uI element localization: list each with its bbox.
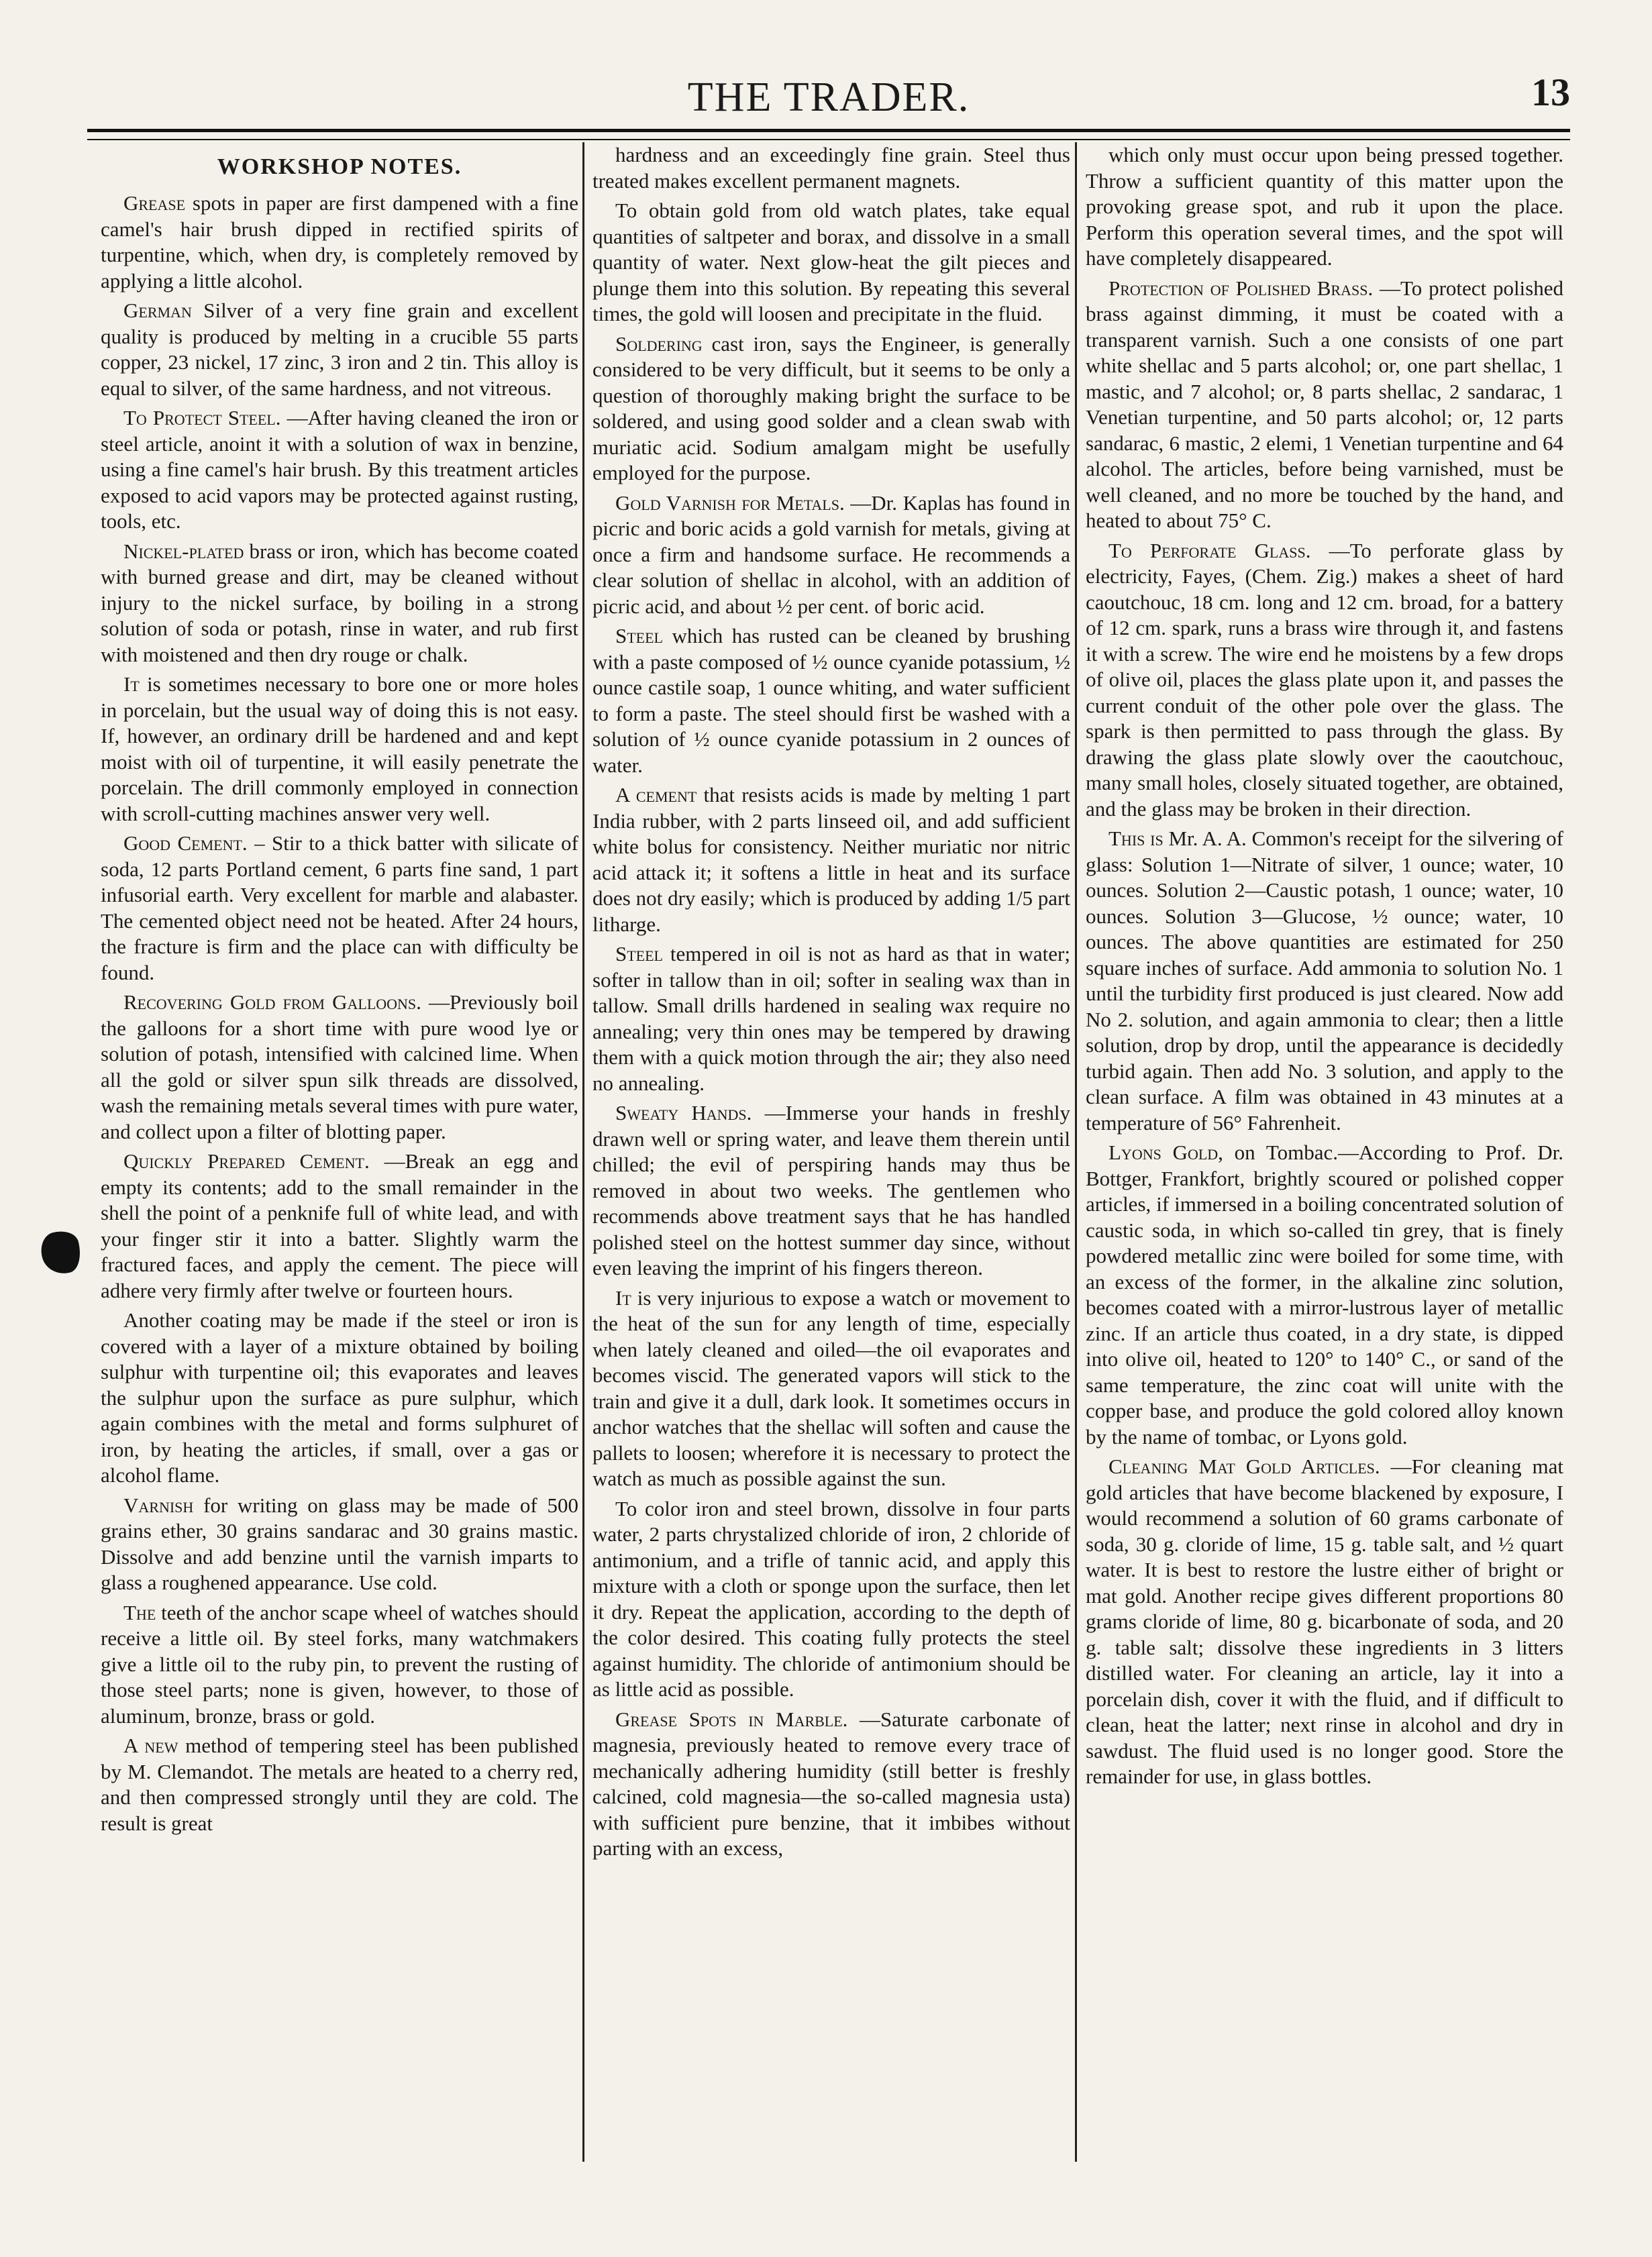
column-2 — [592, 142, 1070, 2168]
paragraph-text: for writing on glass may be made of 500 grains ether, 30 grains sandarac and 30 grains mastic. Dissolve and add benzine until the varnish imparts to glass a roughened appearance. Use cold. — [101, 1493, 578, 1594]
paragraph-lead: Grease Spots in Marble. — [615, 1707, 848, 1731]
paragraph-lead: It — [615, 1285, 631, 1310]
paragraph-text: which only must occur upon being pressed together. Throw a sufficient quantity of this matter upon the provoking grease spot, and rub it upon the place. Perform this operation several times, and the spot will have completely disappeared. — [1086, 143, 1563, 270]
article-paragraph — [592, 1100, 1070, 1281]
paragraph-text: To color iron and steel brown, dissolve in four parts water, 2 parts chrystalized chloride of iron, 2 chloride of antimonium, and a trifle of tannic acid, and apply this mixture with a cloth or sponge upon the surface, then let it dry. Repeat the application, according to the depth of the color desired. This coating fully protects the steel against humidity. The chloride of antimonium should be as little acid as possible. — [592, 1496, 1070, 1701]
paragraph-text: cast iron, says the Engineer, is generally considered to be very difficult, but it seems to be only a question of thoroughly making bright the surface to be soldered, and using good solder and a clean swab with muriatic acid. Sodium amalgam might be usefully employed for the purpose. — [592, 331, 1070, 484]
paragraph-text: brass or iron, which has become coated with burned grease and dirt, may be cleaned without injury to the nickel surface, by boiling in a strong solution of soda or potash, rinse in water, and rub first with moistened and then dry rouge or chalk. — [101, 539, 578, 666]
article-paragraph — [101, 1308, 578, 1489]
paragraph-text: —Immerse your hands in freshly drawn well or spring water, and leave them therein until chilled; the evil of perspiring hands may thus be removed in about two weeks. The gentlemen who recommends above treatment says that he has handled polished steel on the hottest summer day since, without even leaving the imprint of his fingers thereon. — [592, 1101, 1070, 1279]
paragraph-lead: To Perforate Glass. — [1108, 538, 1311, 562]
paragraph-lead: Cleaning Mat Gold Articles. — [1108, 1455, 1380, 1478]
paragraph-text: Mr. A. A. Common's receipt for the silvering of glass: Solution 1—Nitrate of silver, 1 ounce; water, 10 ounces. Solution 2—Caustic potash, 1 ounce; water, 10 ounces. Solution 3—Glucose, ½ ounce; water, 10 ounces. The above quantities are estimated for 250 square inches of surface. Add ammonia to solution No. 1 until the turbidity first produced is just cleared. Now add No 2. solution, and again ammonia to clear; then a little solution, drop by drop, until the appearance is decidedly turbid again. Then add No. 3 solution, and apply to the clean surface. A film was obtained in 43 minutes at a temperature of 56° Fahrenheit. — [1086, 827, 1563, 1135]
header-rule — [87, 129, 1570, 140]
column-3 — [1086, 142, 1563, 2168]
paragraph-text: —After having cleaned the iron or steel article, anoint it with a solution of wax in benzine, using a fine camel's hair brush. By this treatment articles exposed to acid vapors may be protected against rusting, tools, etc. — [101, 406, 578, 533]
article-paragraph — [592, 142, 1070, 194]
paragraph-text: hardness and an exceedingly fine grain. Steel thus treated makes excellent permanent magnets. — [592, 143, 1070, 193]
paragraph-lead: Sweaty Hands. — [615, 1101, 752, 1124]
paragraph-lead: Steel — [615, 942, 663, 965]
paragraph-lead: The — [123, 1600, 156, 1624]
paragraph-lead: Nickel-plated — [123, 539, 244, 563]
paragraph-text: Another coating may be made if the steel or iron is covered with a layer of a mixture obtained by boiling sulphur with turpentine oil; this evaporates and leaves the sulphur upon the surface as pure sulphur, which again combines with the metal and forms sulphuret of iron, by heating the articles, if small, over a gas or alcohol flame. — [101, 1308, 578, 1487]
paragraph-lead: Steel — [615, 624, 663, 647]
paragraph-lead: This is — [1108, 827, 1164, 850]
article-paragraph — [101, 405, 578, 535]
paragraph-lead: A new — [123, 1734, 178, 1757]
article-paragraph — [592, 782, 1070, 937]
paragraph-text: – Stir to a thick batter with silicate of soda, 12 parts Portland cement, 6 parts fine sand, 1 part infusorial earth. Very excellent for marble and alabaster. The cemented object need not be heated. After 24 hours, the fracture is firm and the place can with difficulty be found. — [101, 831, 578, 984]
paragraph-text: —Saturate carbonate of magnesia, previously heated to remove every trace of mechanically adhering humidity (still better is freshly calcined, cold magnesia—the so-called magnesia usta) with sufficient pure benzine, that it imbibes without parting with an excess, — [592, 1707, 1070, 1860]
article-paragraph — [101, 1149, 578, 1304]
article-paragraph — [592, 941, 1070, 1096]
article-paragraph — [592, 1707, 1070, 1862]
paragraph-lead: It — [123, 672, 140, 696]
article-paragraph — [592, 198, 1070, 327]
paragraph-lead: Grease — [123, 191, 186, 215]
paragraph-text: that resists acids is made by melting 1 part India rubber, with 2 parts linseed oil, and add sufficient white bolus for consistency. Neither muriatic nor nitric acid attack it; it softens a little in heat and its surface does not dry easily; which is produced by adding 1/5 part litharge. — [592, 783, 1070, 936]
paragraph-lead: Recovering Gold from Galloons. — [123, 990, 421, 1014]
paragraph-lead: A cement — [615, 783, 697, 806]
article-paragraph — [101, 672, 578, 827]
paragraph-text: is very injurious to expose a watch or movement to the heat of the sun for any length of time, especially when lately cleaned and oiled—the oil evaporates and becomes viscid. The generated vapors will stick to the train and give it a dull, dark look. It sometimes occurs in anchor watches that the shellac will soften and cause the pallets to loosen; wherefore it is necessary to protect the watch as much as possible against the sun. — [592, 1285, 1070, 1490]
column-1 — [101, 142, 578, 2168]
article-paragraph — [1086, 538, 1563, 823]
paragraph-lead: Varnish — [123, 1493, 194, 1517]
paragraph-text: —To perforate glass by electricity, Fayes, (Chem. Zig.) makes a sheet of hard caoutchouc, 18 cm. long and 12 cm. broad, for a battery of 12 cm. spark, runs a brass wire through it, and fastens it with a screw. The wire end he moistens by a few drops of olive oil, places the glass plate upon it, and passes the current conduit of the other pole over the glass. The spark is then permitted to pass through the glass. By drawing the glass plate slowly over the caoutchouc, many small holes, closely situated together, are obtained, and the glass may be broken in their direction. — [1086, 538, 1563, 821]
paragraph-lead: Protection of Polished Brass. — [1108, 276, 1374, 300]
article-paragraph — [101, 191, 578, 294]
article-paragraph — [101, 1600, 578, 1730]
paragraph-text: spots in paper are first dampened with a fine camel's hair brush dipped in rectified spirits of turpentine, which, when dry, is completely removed by applying a little alcohol. — [101, 191, 578, 293]
paragraph-text: —Break an egg and empty its contents; add to the small remainder in the shell the point of a penknife full of white lead, and with your finger stir it into a batter. Slightly warm the fractured faces, and apply the cement. The piece will adhere very firmly after twelve or fourteen hours. — [101, 1149, 578, 1302]
article-paragraph — [592, 1496, 1070, 1703]
paragraph-lead: To Protect Steel. — [123, 406, 281, 429]
article-paragraph — [592, 623, 1070, 778]
article-paragraph — [1086, 142, 1563, 272]
paragraph-text: on Tombac.—According to Prof. Dr. Bottger, Frankfort, brightly scoured or polished copper articles, if immersed in a boiling concentrated solution of caustic soda, in which so-called tin grey, that is finely powdered metallic zinc were boiled for some time, with an excess of the former, in the alkaline zinc solution, becomes coated with a mirror-lustrous layer of metallic zinc. If an article thus coated, in a dry state, is dipped into olive oil, heated to 120° to 140° C., or sand of the same temperature, the zinc coat will unite with the copper base, and produce the gold colored alloy known by the name of tombac, or Lyons gold. — [1086, 1141, 1563, 1449]
article-paragraph — [101, 1493, 578, 1596]
paragraph-lead: Quickly Prepared Cement. — [123, 1149, 370, 1173]
article-paragraph — [101, 539, 578, 668]
paragraph-text: Silver of a very fine grain and excellent quality is produced by melting in a crucible 55 parts copper, 23 nickel, 17 zinc, 3 iron and 2 tin. This alloy is equal to silver, of the same hardness, and not vitreous. — [101, 299, 578, 400]
article-paragraph — [101, 298, 578, 401]
article-paragraph — [592, 490, 1070, 620]
ink-blot — [37, 1227, 85, 1278]
section-heading: WORKSHOP NOTES. — [217, 154, 462, 179]
paragraph-lead: Soldering — [615, 331, 703, 356]
paragraph-text: —To protect polished brass against dimming, it must be coated with a transparent varnish. Such a one consists of one part white shellac and 5 parts alcohol; or, one part shellac, 1 mastic, and 7 alcohol; or, 8 parts shellac, 2 sandarac, 1 Venetian turpentine, and 50 parts alcohol; or, 12 parts sandarac, 6 mastic, 2 elemi, 1 Venetian turpentine and 64 alcohol. The articles, before being varnished, must be well cleaned, and no more be touched by the hand, and heated to about 75° C. — [1086, 276, 1563, 532]
article-paragraph — [101, 831, 578, 986]
page-number: 13 — [1531, 70, 1570, 114]
paragraph-text: To obtain gold from old watch plates, take equal quantities of saltpeter and borax, and dissolve in a small quantity of water. Next glow-heat the gilt pieces and plunge them into this solution. By repeating this several times, the gold will loosen and precipitate in the fluid. — [592, 199, 1070, 325]
paragraph-lead: Lyons Gold, — [1108, 1141, 1223, 1164]
article-paragraph — [1086, 1454, 1563, 1790]
paragraph-text: which has rusted can be cleaned by brushing with a paste composed of ½ ounce cyanide potassium, ½ ounce castile soap, 1 ounce whiting, and water sufficient to form a paste. The steel should first be washed with a solution of ½ ounce cyanide potassium in 2 ounces of water. — [592, 624, 1070, 777]
paragraph-text: —For cleaning mat gold articles that have become blackened by exposure, I would recommend a solution of 60 grams carbonate of soda, 30 g. cloride of lime, 15 g. table salt, and ½ quart water. It is best to restore the lustre either of bright or mat gold. Another recipe gives different proportions 80 grams cloride of lime, 80 g. bicarbonate of soda, and 20 g. table salt; dissolve these ingredients in 3 litters distilled water. For cleaning an article, lay it into a porcelain dish, cover it with the fluid, and if difficult to clean, heat the latter; next rinse in alcohol and dry in sawdust. The fluid used is no longer good. Store the remainder for use, in glass bottles. — [1086, 1455, 1563, 1788]
article-paragraph — [1086, 276, 1563, 534]
article-paragraph — [592, 1285, 1070, 1492]
paragraph-text: tempered in oil is not as hard as that in water; softer in tallow than in oil; softer in sealing wax than in tallow. Small drills hardened in sealing wax require no annealing; very thin ones may be tempered by drawing them with a quick motion through the air; they also need no annealing. — [592, 942, 1070, 1095]
paragraph-text: is sometimes necessary to bore one or more holes in porcelain, but the usual way of doing this is not easy. If, however, an ordinary drill be hardened and and kept moist with oil of turpentine, it will easily penetrate the porcelain. The drill commonly employed in connection with scroll-cutting machines answer very well. — [101, 672, 578, 825]
paragraph-text: —Previously boil the galloons for a short time with pure wood lye or solution of potash, intensified with calcined lime. When all the gold or silver spun silk threads are dissolved, wash the remaining metals several times with pure water, and collect upon a filter of blotting paper. — [101, 990, 578, 1143]
column-divider — [1075, 142, 1077, 2162]
article-paragraph — [101, 1733, 578, 1836]
article-paragraph — [592, 331, 1070, 486]
column-divider — [582, 142, 584, 2162]
article-paragraph — [1086, 1140, 1563, 1450]
paragraph-text: —Dr. Kaplas has found in picric and boric acids a gold varnish for metals, giving at once a firm and handsome surface. He recommends a clear solution of shellac in alcohol, with an addition of picric acid, and about ½ per cent. of boric acid. — [592, 490, 1070, 618]
paragraph-lead: Gold Varnish for Metals. — [615, 490, 845, 515]
paragraph-text: teeth of the anchor scape wheel of watches should receive a little oil. By steel forks, many watchmakers give a little oil to the ruby pin, to prevent the rusting of those steel parts; none is given, however, to those of aluminum, bronze, brass or gold. — [101, 1600, 578, 1728]
article-paragraph — [101, 990, 578, 1145]
paragraph-lead: German — [123, 299, 192, 322]
paragraph-text: method of tempering steel has been published by M. Clemandot. The metals are heated to a cherry red, and then compressed strongly until they are cold. The result is great — [101, 1734, 578, 1835]
page-title: THE TRADER. — [687, 74, 970, 120]
paragraph-lead: Good Cement. — [123, 831, 248, 855]
masthead — [87, 62, 1570, 122]
article-paragraph — [1086, 826, 1563, 1136]
